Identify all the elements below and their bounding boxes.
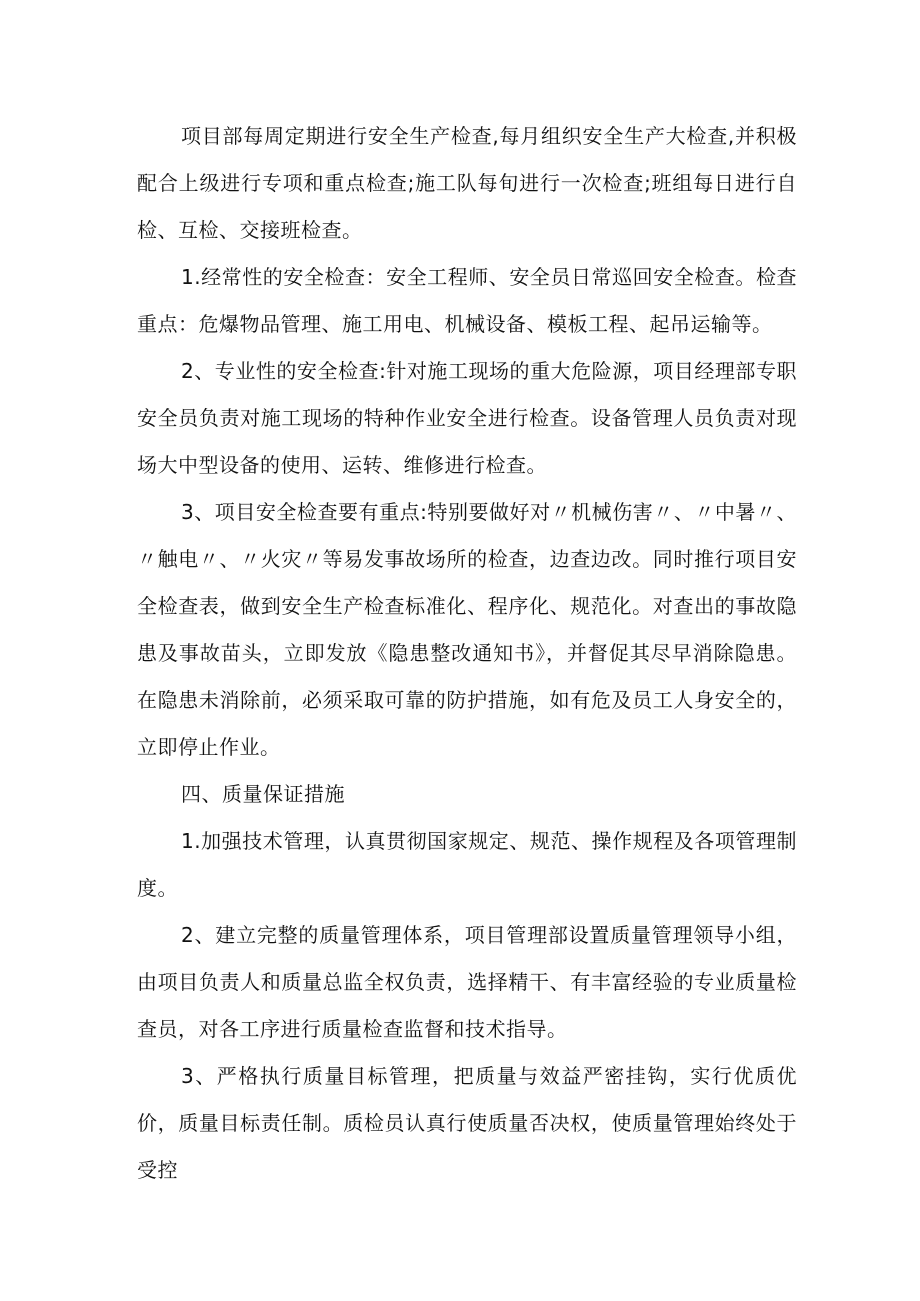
paragraph-quality-system: 2、建立完整的质量管理体系，项目管理部设置质量管理领导小组，由项目负责人和质量总监全权负责，选择精干、有丰富经验的专业质量检查员，对各工序进行质量检查监督和技术指导。: [137, 923, 797, 1041]
paragraph-routine-inspection: 1.经常性的安全检查：安全工程师、安全员日常巡回安全检查。检查重点：危爆物品管理、施工用电、机械设备、模板工程、起吊运输等。: [137, 265, 797, 336]
section-heading-quality: 四、质量保证措施: [181, 782, 345, 806]
paragraph-safety-inspection-intro: 项目部每周定期进行安全生产检查,每月组织安全生产大检查,并积极配合上级进行专项和重点检查;施工队每旬进行一次检查;班组每日进行自检、互检、交接班检查。: [137, 124, 797, 242]
document-body: [137, 113, 797, 1194]
paragraph-key-inspection: 3、项目安全检查要有重点:特别要做好对〃机械伤害〃、〃中暑〃、〃触电〃、〃火灾〃等易发事故场所的检查，边查边改。同时推行项目安全检查表，做到安全生产检查标准化、程序化、规范化。对查出的事故隐患及事故苗头，立即发放《隐患整改通知书》，并督促其尽早消除隐患。在隐患未消除前，必须采取可靠的防护措施，如有危及员工人身安全的，立即停止作业。: [137, 500, 797, 759]
paragraph-quality-target: 3、严格执行质量目标管理，把质量与效益严密挂钩，实行优质优价，质量目标责任制。质检员认真行使质量否决权，使质量管理始终处于受控: [137, 1064, 797, 1182]
paragraph-specialized-inspection: 2、专业性的安全检查:针对施工现场的重大危险源，项目经理部专职安全员负责对施工现场的特种作业安全进行检查。设备管理人员负责对现场大中型设备的使用、运转、维修进行检查。: [137, 359, 797, 477]
paragraph-technical-management: 1.加强技术管理，认真贯彻国家规定、规范、操作规程及各项管理制度。: [137, 829, 797, 900]
